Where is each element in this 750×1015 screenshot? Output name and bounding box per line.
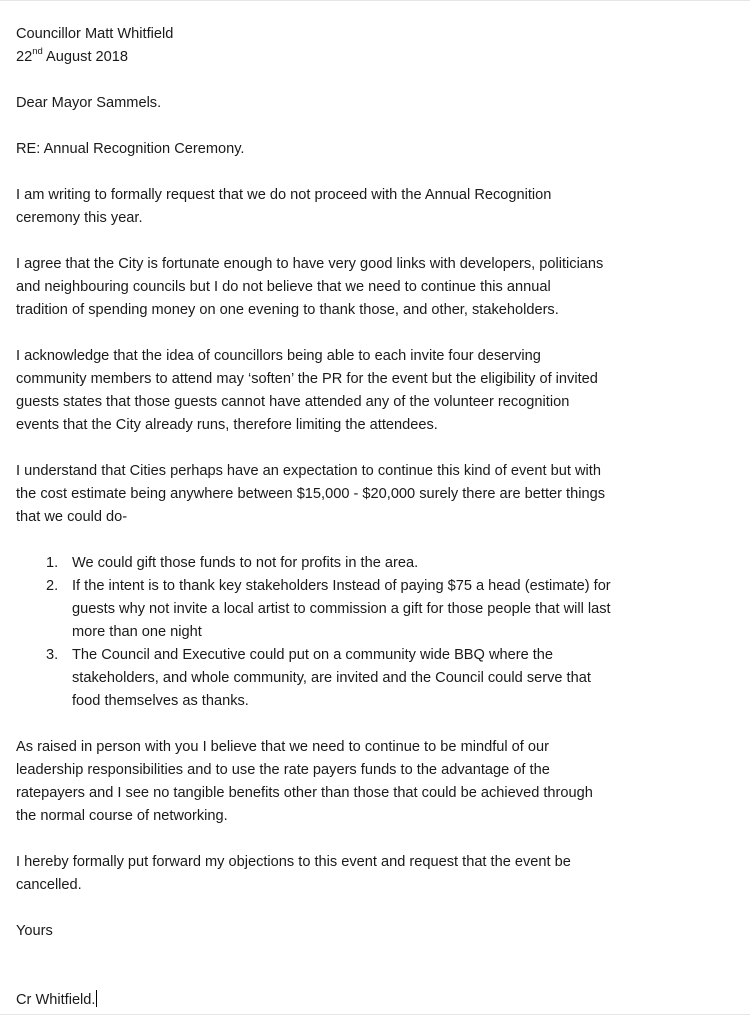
letter-header xyxy=(16,23,740,69)
list-item: 3. The Council and Executive could put on a community wide BBQ where the stakeholders, and whole community, are invited and the Council could serve that food themselves as thanks. xyxy=(16,644,740,713)
paragraph-mindful: As raised in person with you I believe that we need to continue to be mindful of our leadership responsibilities and to use the rate payers funds to the advantage of the ratepayers and I see no tangible benefits other than those that could be achieved through the normal course of networking. xyxy=(16,739,593,824)
list-item: 2. If the intent is to thank key stakeholders Instead of paying $75 a head (estimate) for guests why not invite a local artist to commission a gift for those people that will last more than one night xyxy=(16,575,740,644)
date-rest: August 2018 xyxy=(42,49,129,65)
date-suffix: nd xyxy=(32,46,43,58)
sender-name: Councillor Matt Whitfield xyxy=(16,26,174,42)
letter-body[interactable] xyxy=(16,23,740,1012)
letter-date xyxy=(16,46,740,69)
paragraph-objection: I hereby formally put forward my objections to this event and request that the event be cancelled. xyxy=(16,854,571,893)
paragraph-request: I am writing to formally request that we do not proceed with the Annual Recognition ceremony this year. xyxy=(16,187,552,226)
signature-line[interactable] xyxy=(16,989,740,1012)
list-number: 1. xyxy=(46,555,59,571)
text-cursor xyxy=(96,990,97,1007)
salutation: Dear Mayor Sammels. xyxy=(16,95,162,111)
date-day: 22 xyxy=(16,49,33,65)
subject-line: RE: Annual Recognition Ceremony. xyxy=(16,141,245,157)
list-item: 1. We could gift those funds to not for profits in the area. xyxy=(16,552,740,575)
paragraph-acknowledge: I acknowledge that the idea of councillors being able to each invite four deserving community members to attend may ‘soften’ the PR for the event but the eligibility of invited guests states that those guests cannot have attended any of the volunteer recognition events that the City already runs, therefore limiting the attendees. xyxy=(16,348,598,433)
closing: Yours xyxy=(16,923,53,939)
list-number: 3. xyxy=(46,647,59,663)
suggestions-list xyxy=(16,552,740,713)
paragraph-links: I agree that the City is fortunate enough to have very good links with developers, politicians and neighbouring councils but I do not believe that we need to continue this annual tradition of spending money on one evening to thank those, and other, stakeholders. xyxy=(16,256,604,318)
signature-space xyxy=(16,943,740,989)
list-number: 2. xyxy=(46,578,59,594)
paragraph-cost: I understand that Cities perhaps have an expectation to continue this kind of event but with the cost estimate being anywhere between $15,000 - $20,000 surely there are better things that we could do- xyxy=(16,463,605,525)
signature: Cr Whitfield. xyxy=(16,992,96,1008)
